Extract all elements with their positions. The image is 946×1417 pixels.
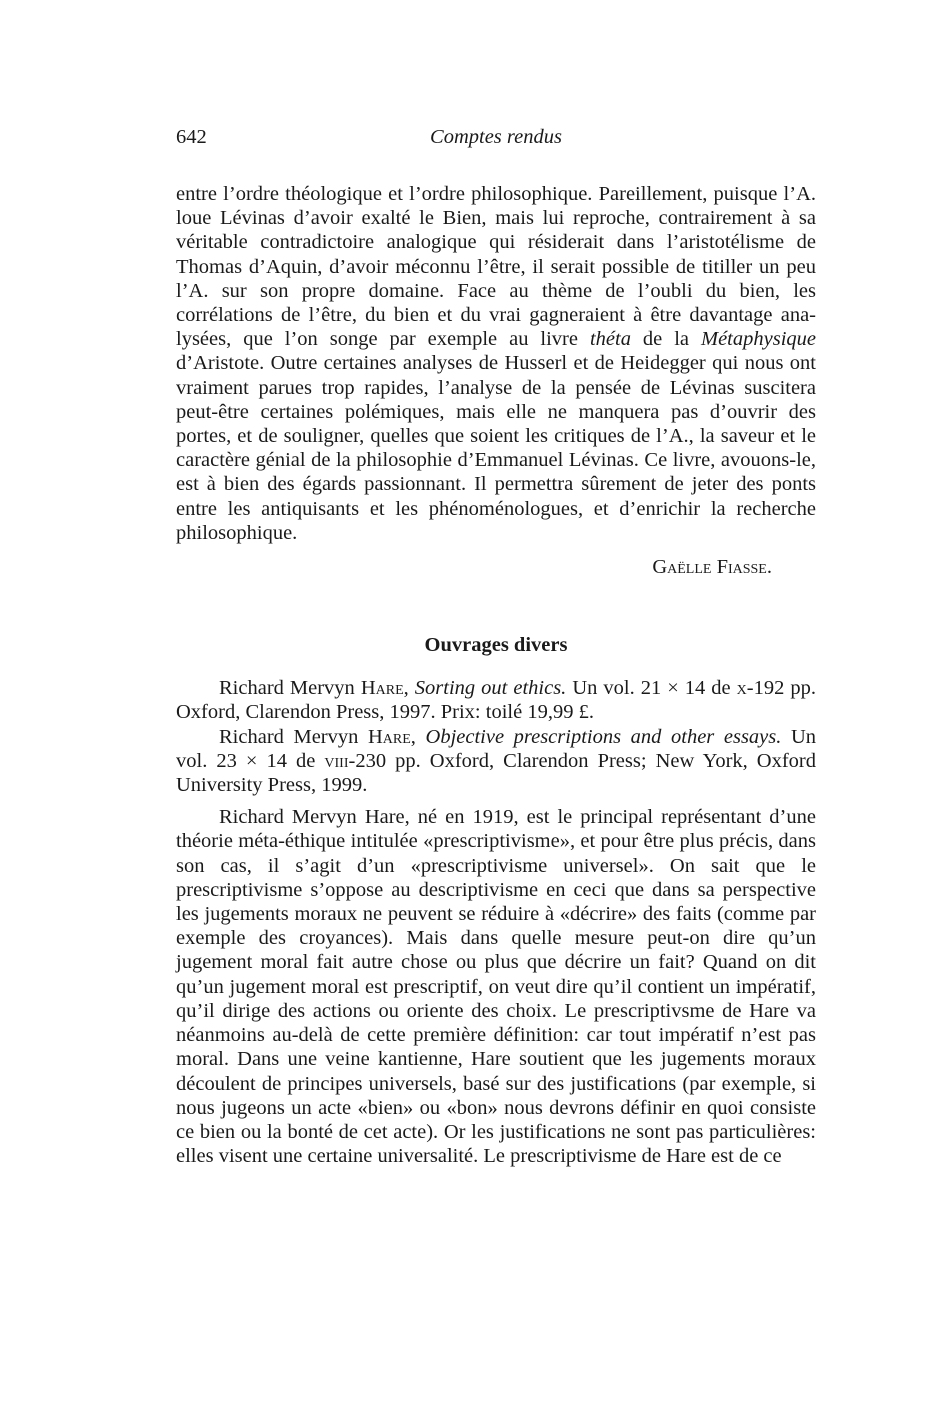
italic-term: Métaphysique	[701, 328, 816, 351]
running-head	[176, 126, 816, 156]
bibliography	[176, 676, 816, 797]
review-paragraph: Richard Mervyn Hare, né en 1919, est le principal représentant d’une théorie méta-éthique intitulée «prescriptivisme», et pour être plus précis, dans son cas, il s’agit d’un «prescriptivisme universel». On sait que le prescriptivisme s’oppose au descriptivisme en ceci que dans sa perspective les jugements moraux ne peuvent se réduire à «décrire» des faits (comme par exemple des croyances). Mais dans quelle mesure peut-on dire qu’un jugement moral fait autre chose ou plus que décrire un fait? Quand on dit qu’un jugement moral est prescriptif, on veut dire qu’il contient un impératif, qu’il dirige des actions ou oriente des choix. Le prescriptivsme de Hare va néanmoins au-delà de cette première définition: car tout impératif n’est pas moral. Dans une veine kantienne, Hare soutient que les jugements moraux découlent de principes universels, basé sur des justifications (par exemple, si nous jugeons un acte «bien» ou «bon» nous devrons définir en quoi consiste ce bien ou la bonté de cet acte). Or les justifications ne sont pas particulières: elles visent une certaine universalité. Le prescriptivisme de Hare est de ce	[176, 806, 816, 1168]
review-body	[176, 805, 816, 1168]
reviewer-signature: Gaëlle Fiasse.	[652, 556, 772, 579]
page-number: 642	[176, 126, 207, 148]
bibliography-entry: Richard Mervyn Hare, Objective prescriptions and other essays. Un vol. 23 × 14 de viii-230 pp. Oxford, Clarendon Press; New York, Oxford University Press, 1999.	[176, 725, 817, 797]
running-title: Comptes rendus	[430, 126, 562, 148]
bibliography-entry: Richard Mervyn Hare, Sorting out ethics. Un vol. 21 × 14 de x-192 pp. Oxford, Clarendon Press, 1997. Prix: toilé 19,99 £.	[176, 677, 817, 724]
italic-term: théta	[589, 328, 631, 351]
section-title: Ouvrages divers	[424, 634, 568, 657]
page	[176, 126, 816, 1168]
previous-review-paragraph: entre l’ordre théologique et l’ordre philosophique. Pareillement, puisque l’A. loue Lévinas d’avoir exalté le Bien, mais lui reproche, contrairement à sa véritable contradictoire analogique qui résiderait dans l’aristotélisme de Thomas d’Aquin, d’avoir méconnu l’être, il serait possible de titiller un peu l’A. sur son propre domaine. Face au thème de l’oubli du bien, les corrélations de l’être, du bien et du vrai gagneraient à être davantage analysées, que l’on songe par exemple au livre théta de la Métaphysique d’Aristote. Outre certaines analyses de Husserl et de Heidegger qui nous ont vraiment parues trop rapides, l’analyse de la pensée de Lévinas suscitera peut-être certaines polémiques, mais elle ne manquera pas d’ouvrir des portes, et de souligner, quelles que soient les critiques de l’A., la saveur et le caractère génial de la philosophie d’Emmanuel Lévinas. Ce livre, avouons-le, est à bien des égards passionnant. Il permettra sûrement de jeter des ponts entre les antiquisants et les phénoménologues, et d’enrichir la recherche philosophique.	[176, 183, 816, 544]
